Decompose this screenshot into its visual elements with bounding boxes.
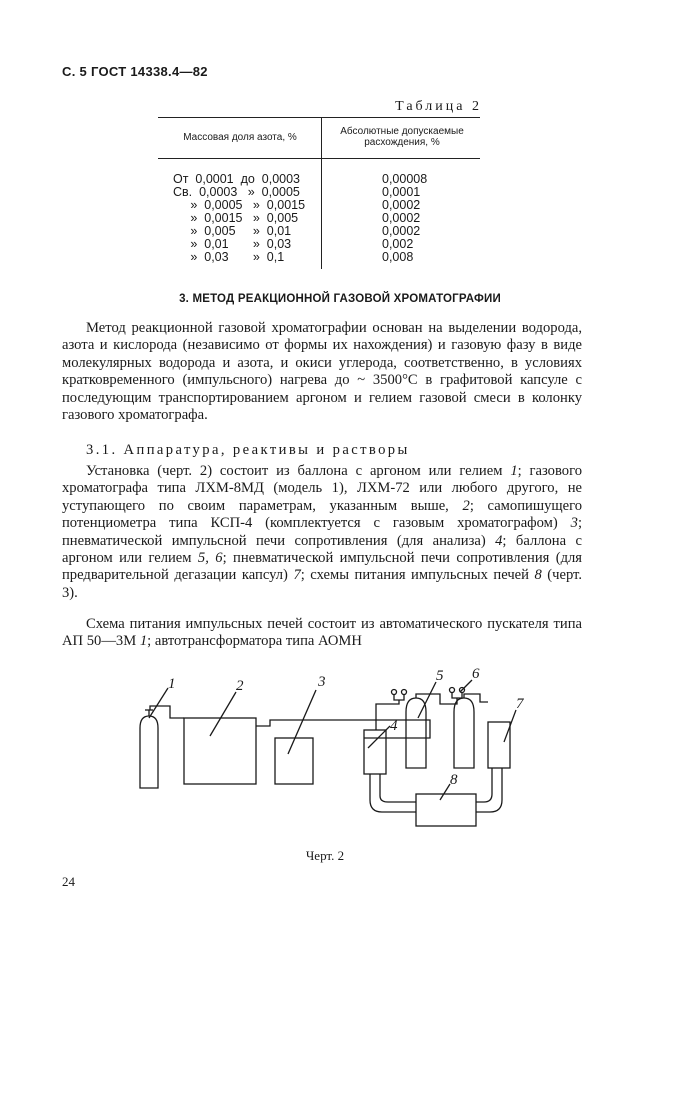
ref-number: 1 xyxy=(510,463,518,479)
furnace-4 xyxy=(364,730,386,774)
ref-number: 1 xyxy=(139,633,148,650)
diagram-label-5: 5 xyxy=(436,668,444,684)
table-cell-value: 0,0002 xyxy=(382,224,421,238)
figure-caption: Черт. 2 xyxy=(305,848,345,863)
page-number: 24 xyxy=(62,874,75,889)
text-run: Схема питания импульсных печей состоит из автоматического пускателя типа АП 50—3М xyxy=(62,616,582,650)
ref-number: 4 xyxy=(495,532,503,549)
text-run: ; газового хроматографа типа ЛХМ-8МД (модель 1), ЛХМ-72 или любого другого, не уступающего по своим параметрам, указанным выше, xyxy=(62,463,582,514)
paragraph-method xyxy=(62,320,582,424)
ref-number: 5, 6 xyxy=(197,550,223,567)
table-cell-range: От 0,0001 до 0,0003 xyxy=(173,172,300,186)
text-run: ; пневматической импульсной печи сопротивления (для предварительной дегазации капсул) xyxy=(62,550,583,584)
paragraph-power-scheme xyxy=(62,616,582,651)
diagram-label-8: 8 xyxy=(450,772,458,788)
gas-cylinder-6 xyxy=(454,698,474,768)
table-cell-value: 0,008 xyxy=(382,250,414,264)
table-col2-header-line1: Абсолютные допускаемые xyxy=(340,126,464,137)
paragraph-apparatus xyxy=(62,463,582,602)
ref-number: 3 xyxy=(570,515,578,532)
diagram-label-6: 6 xyxy=(472,666,480,682)
potentiometer-3 xyxy=(275,738,313,784)
ref-number: 7 xyxy=(293,567,301,584)
apparatus-diagram xyxy=(120,660,560,850)
table-col2-header xyxy=(324,126,480,148)
diagram-label-7: 7 xyxy=(516,696,524,712)
table-title: Таблица 2 xyxy=(395,99,482,114)
table-cell-range: » 0,0005 » 0,0015 xyxy=(173,198,306,212)
power-supply-8 xyxy=(416,794,476,826)
table-header-rule xyxy=(158,158,480,159)
furnace-7 xyxy=(488,722,510,768)
text-run: ; самопишущего потенциометра типа КСП-4 (комплектуется с газовым хроматографом) xyxy=(62,497,583,532)
table-cell-range: » 0,03 » 0,1 xyxy=(173,250,285,264)
text-run: (черт. 3). xyxy=(62,567,582,601)
text-run: ; баллона с аргоном или гелием xyxy=(62,532,582,567)
table-cell-range: » 0,0015 » 0,005 xyxy=(173,211,299,225)
subsection-heading xyxy=(62,442,582,459)
diagram-label-3: 3 xyxy=(318,674,326,690)
paragraph-method-text: Метод реакционной газовой хроматографии основан на выделении водорода, азота и кислорода (независимо от формы их нахождения) и газовую фазу в виде молекулярных водорода и азота, и окиси углерода, соответственно, в условиях кратковременного (импульсного) нагрева до ~ 3500°С в графитовой капсуле с последующим транспортированием аргоном и гелием газовой смеси в колонку газового хроматографа. xyxy=(62,320,582,424)
chromatograph-2 xyxy=(184,718,256,784)
text-run: ; пневматической импульсной печи сопротивления (для анализа) xyxy=(62,515,582,549)
table-col2-header-line2: расхождения, % xyxy=(364,137,440,148)
table-cell-value: 0,0002 xyxy=(382,211,421,225)
table-cell-range: Св. 0,0003 » 0,0005 xyxy=(173,185,300,199)
ref-number: 2 xyxy=(462,497,470,514)
table-top-rule xyxy=(158,117,480,118)
ref-number: 8 xyxy=(534,567,542,584)
subsection-heading-text: 3.1. Аппаратура, реактивы и растворы xyxy=(86,442,410,458)
table-cell-value: 0,00008 xyxy=(382,172,428,186)
gas-cylinder-1 xyxy=(140,716,158,788)
table-cell-range: » 0,005 » 0,01 xyxy=(173,224,292,238)
text-run: ; автотрансформатора типа АОМН xyxy=(147,633,362,650)
table-cell-value: 0,0001 xyxy=(382,185,421,199)
diagram-label-2: 2 xyxy=(236,678,244,694)
table-cell-value: 0,0002 xyxy=(382,198,421,212)
diagram-label-4: 4 xyxy=(390,718,398,734)
diagram-label-1: 1 xyxy=(168,676,176,692)
text-run: ; схемы питания импульсных печей xyxy=(300,567,535,584)
table-cell-range: » 0,01 » 0,03 xyxy=(173,237,292,251)
table-col1-header: Массовая доля азота, % xyxy=(183,132,297,143)
text-run: Установка (черт. 2) состоит из баллона с аргоном или гелием xyxy=(86,463,511,479)
section-heading: 3. МЕТОД РЕАКЦИОННОЙ ГАЗОВОЙ ХРОМАТОГРАФИИ xyxy=(179,293,501,305)
table-cell-value: 0,002 xyxy=(382,237,414,251)
page-header: С. 5 ГОСТ 14338.4—82 xyxy=(62,64,208,79)
